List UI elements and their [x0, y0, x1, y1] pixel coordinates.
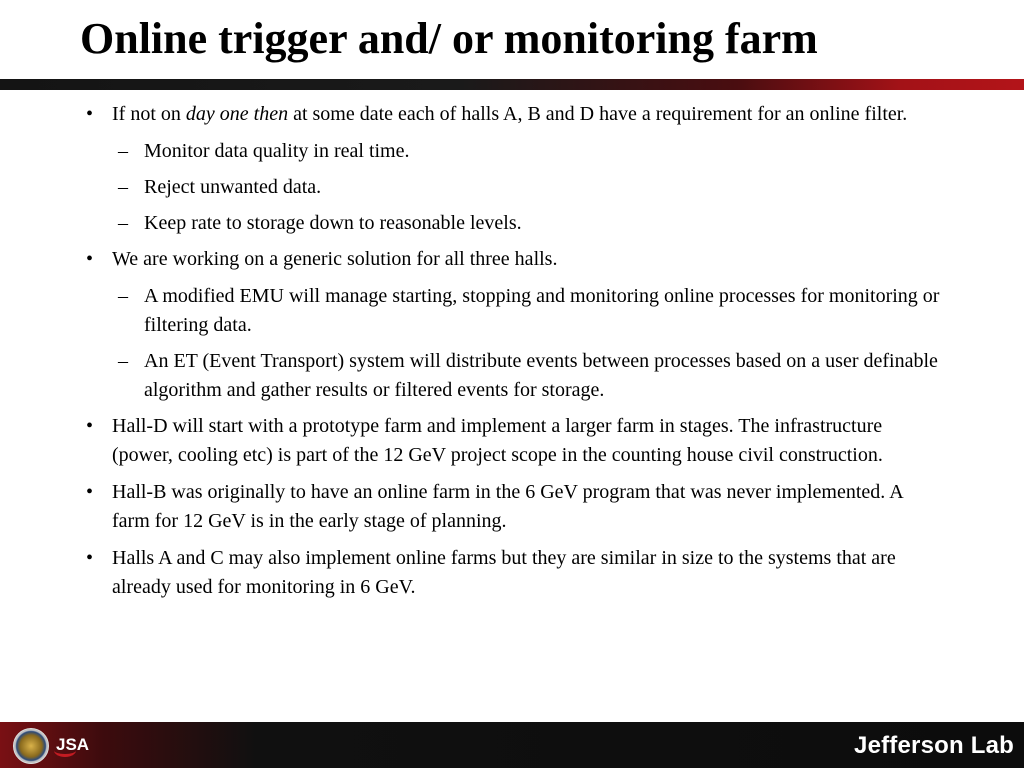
- dash-mark: –: [118, 212, 128, 234]
- bullet-text: Hall-B was originally to have an online farm in the 6 GeV program that was never implemented. A farm for 12 GeV is in the early stage of planning.: [112, 481, 903, 532]
- dash-mark: –: [118, 176, 128, 198]
- jsa-logo: [56, 730, 106, 760]
- bullet-item: [84, 245, 944, 274]
- jefferson-lab-logo: Jefferson Lab: [854, 732, 1014, 759]
- dash-mark: –: [118, 285, 128, 307]
- slide-title: Online trigger and/ or monitoring farm: [80, 14, 818, 63]
- bullet-text: We are working on a generic solution for all three halls.: [112, 248, 558, 270]
- bullet-mark: •: [86, 547, 94, 569]
- bullet-item: [84, 478, 944, 536]
- bullet-text: at some date each of halls A, B and D have a requirement for an online filter.: [288, 103, 908, 125]
- bullet-emphasis-text: day one then: [185, 103, 289, 125]
- bullet-item: [84, 412, 944, 470]
- footer-bar: [0, 722, 1024, 768]
- bullet-text: If not on: [112, 103, 186, 125]
- bullet-mark: •: [86, 415, 94, 437]
- bullet-text: Hall-D will start with a prototype farm and implement a larger farm in stages. The infrastructure (power, cooling etc) is part of the 12 GeV project scope in the counting house civil construction.: [112, 415, 883, 466]
- bullet-item: [84, 544, 944, 602]
- sub-bullet-item: [84, 282, 944, 340]
- bullet-text: Halls A and C may also implement online farms but they are similar in size to the systems that are already used for monitoring in 6 GeV.: [112, 547, 896, 598]
- jsa-logo-text: JSA: [56, 735, 90, 754]
- title-divider-bar: [0, 79, 1024, 90]
- sub-bullet-item: [84, 209, 944, 238]
- swoosh-icon: [54, 744, 76, 757]
- doe-seal-icon: [13, 728, 49, 764]
- sub-bullet-text: Keep rate to storage down to reasonable levels.: [144, 212, 522, 234]
- title-area: [0, 0, 1024, 80]
- slide-body: [84, 100, 944, 610]
- sub-bullet-text: Reject unwanted data.: [144, 176, 322, 198]
- dash-mark: –: [118, 140, 128, 162]
- bullet-item: [84, 100, 944, 129]
- bullet-mark: •: [86, 481, 94, 503]
- sub-bullet-text: Monitor data quality in real time.: [144, 140, 410, 162]
- sub-bullet-item: [84, 347, 944, 405]
- sub-bullet-text: An ET (Event Transport) system will distribute events between processes based on a user definable algorithm and gather results or filtered events for storage.: [144, 350, 938, 401]
- sub-bullet-text: A modified EMU will manage starting, stopping and monitoring online processes for monitoring or filtering data.: [144, 285, 940, 336]
- bullet-mark: •: [86, 103, 94, 125]
- bullet-mark: •: [86, 248, 94, 270]
- sub-bullet-item: [84, 137, 944, 166]
- dash-mark: –: [118, 350, 128, 372]
- sub-bullet-item: [84, 173, 944, 202]
